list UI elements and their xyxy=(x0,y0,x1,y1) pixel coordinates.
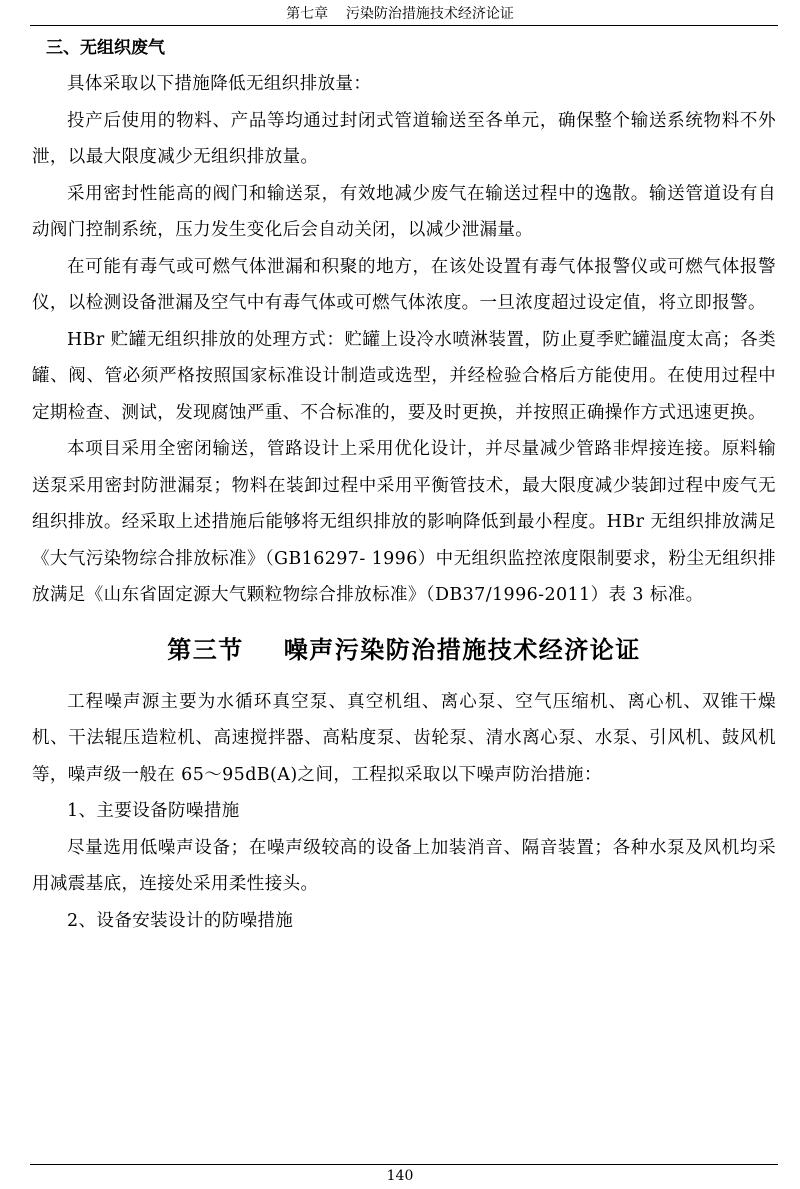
paragraph: 投产后使用的物料、产品等均通过封闭式管道输送至各单元，确保整个输送系统物料不外泄，以最大限度减少无组织排放量。 xyxy=(32,110,776,167)
section-title-text: 噪声污染防治措施技术经济论证 xyxy=(283,635,641,664)
subheading-fugitive-gas: 三、无组织废气 xyxy=(46,38,165,58)
page-number: 140 xyxy=(386,1168,414,1184)
header-title: 污染防治措施技术经济论证 xyxy=(345,6,514,22)
footer-rule xyxy=(30,1164,778,1165)
running-header xyxy=(0,6,800,22)
paragraph: 具体采取以下措施降低无组织排放量： xyxy=(67,74,372,94)
paragraph: 本项目采用全密闭输送，管路设计上采用优化设计，并尽量减少管路非焊接连接。原料输送泵采用密封防泄漏泵；物料在装卸过程中采用平衡管技术，最大限度减少装卸过程中废气无组织排放。经采取上述措施后能够将无组织排放的影响降低到最小程度。HBr 无组织排放满足《大气污染物综合排放标准》（GB16297- 1996）中无组织监控浓度限制要求，粉尘无组织排放满足《山东省固定源大气颗粒物综合排放标准》（DB37/1996-2011）表 3 标准。 xyxy=(32,439,776,605)
paragraph: HBr 贮罐无组织排放的处理方式：贮罐上设冷水喷淋装置，防止夏季贮罐温度太高；各类罐、阀、管必须严格按照国家标准设计制造或选型，并经检验合格后方能使用。在使用过程中定期检查、测试，发现腐蚀严重、不合标准的，要及时更换，并按照正确操作方式迅速更换。 xyxy=(32,329,776,423)
list-heading: 2、设备安装设计的防噪措施 xyxy=(67,910,294,931)
paragraph: 在可能有毒气或可燃气体泄漏和积聚的地方，在该处设置有毒气体报警仪或可燃气体报警仪，以检测设备泄漏及空气中有毒气体或可燃气体浓度。一旦浓度超过设定值，将立即报警。 xyxy=(32,256,776,313)
paragraph: 工程噪声源主要为水循环真空泵、真空机组、离心泵、空气压缩机、离心机、双锥干燥机、干法辊压造粒机、高速搅拌器、高粘度泵、齿轮泵、清水离心泵、水泵、引风机、鼓风机等，噪声级一般在 65～95dB(A)之间，工程拟采取以下噪声防治措施： xyxy=(32,691,776,785)
header-rule xyxy=(30,25,778,26)
paragraph: 采用密封性能高的阀门和输送泵，有效地减少废气在输送过程中的逸散。输送管道设有自动阀门控制系统，压力发生变化后会自动关闭，以减少泄漏量。 xyxy=(32,183,776,240)
page-body xyxy=(32,30,776,939)
header-chapter: 第七章 xyxy=(286,6,329,22)
section-number: 第三节 xyxy=(167,635,244,664)
list-heading: 1、主要设备防噪措施 xyxy=(67,801,240,821)
section-title xyxy=(32,630,776,670)
paragraph: 尽量选用低噪声设备；在噪声级较高的设备上加装消音、隔音装置；各种水泵及风机均采用减震基底，连接处采用柔性接头。 xyxy=(32,837,776,894)
